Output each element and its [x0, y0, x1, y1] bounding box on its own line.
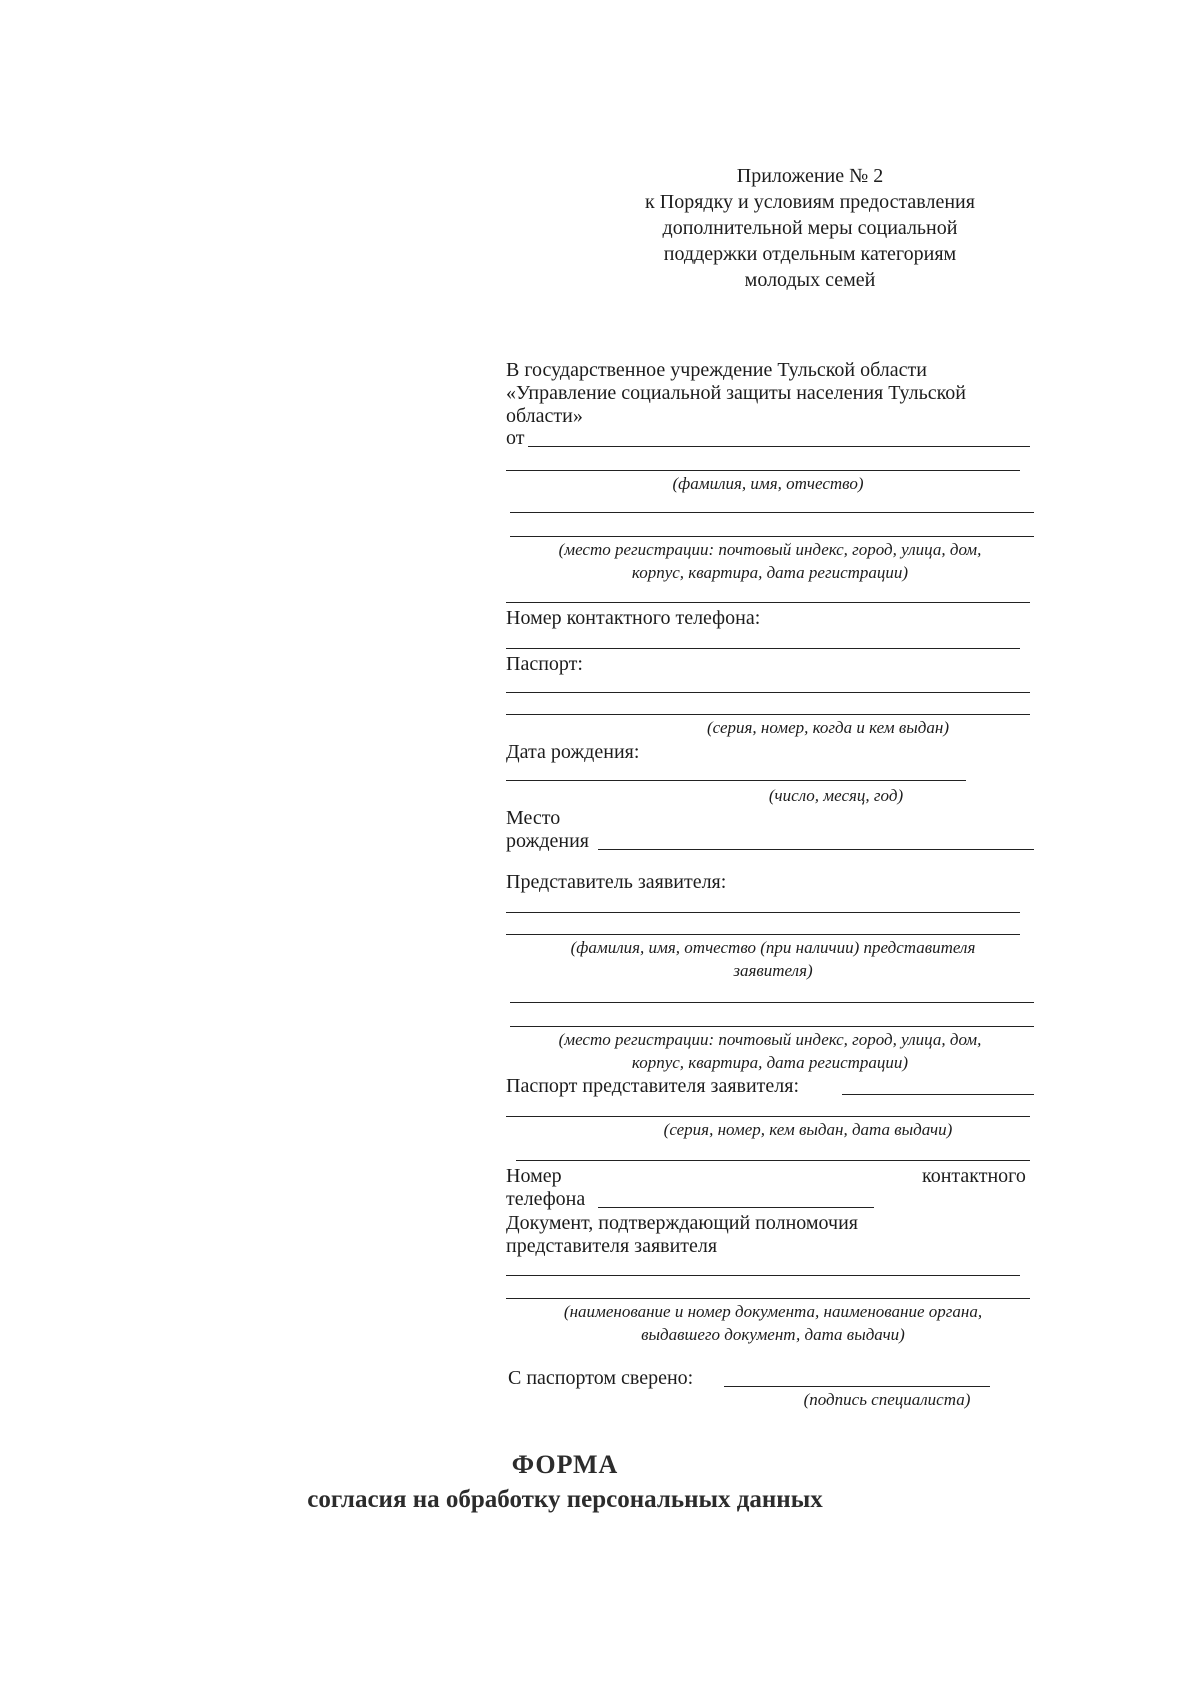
- phone-line[interactable]: [506, 648, 1020, 649]
- passport-line-1[interactable]: [506, 692, 1030, 693]
- birth-place-line[interactable]: [598, 849, 1034, 850]
- caption-registration: корпус, квартира, дата регистрации): [631, 563, 909, 582]
- addressee-line: «Управление социальной защиты населения Тульской: [506, 382, 966, 404]
- caption-representative-fio: заявителя): [733, 961, 813, 980]
- caption-representative-fio: (фамилия, имя, отчество (при наличии) представителя: [570, 938, 976, 957]
- caption-signature: (подпись специалиста): [803, 1390, 971, 1409]
- representative-label: Представитель заявителя:: [506, 871, 727, 893]
- addressee-line: области»: [506, 405, 583, 427]
- authority-document-label: представителя заявителя: [506, 1235, 718, 1257]
- registration-line-2[interactable]: [510, 536, 1034, 537]
- passport-label: Паспорт:: [506, 653, 583, 675]
- registration-line-3[interactable]: [506, 602, 1030, 603]
- appendix-line: поддержки отдельным категориям: [663, 243, 957, 265]
- representative-name-line-2[interactable]: [506, 934, 1020, 935]
- registration-line-1[interactable]: [510, 512, 1034, 513]
- representative-passport-line-3[interactable]: [516, 1160, 1030, 1161]
- appendix-header: [560, 163, 1060, 293]
- appendix-line: молодых семей: [744, 269, 876, 291]
- representative-passport-line-1[interactable]: [842, 1094, 1034, 1095]
- caption-authority-document: выдавшего документ, дата выдачи): [641, 1325, 905, 1344]
- caption-birth-date: (число, месяц, год): [768, 786, 904, 805]
- caption-fio: (фамилия, имя, отчество): [672, 474, 864, 493]
- applicant-name-line[interactable]: [528, 446, 1030, 447]
- caption-representative-registration: корпус, квартира, дата регистрации): [631, 1053, 909, 1072]
- caption-registration: (место регистрации: почтовый индекс, город, улица, дом,: [558, 540, 982, 559]
- passport-verified-label: С паспортом сверено:: [508, 1367, 694, 1389]
- representative-phone-label: телефона: [506, 1188, 586, 1210]
- form-title: ФОРМА: [511, 1450, 619, 1479]
- appendix-line: к Порядку и условиям предоставления: [645, 191, 975, 213]
- caption-representative-passport: (серия, номер, кем выдан, дата выдачи): [663, 1120, 953, 1139]
- authority-document-line-2[interactable]: [506, 1298, 1030, 1299]
- appendix-line: дополнительной меры социальной: [662, 217, 958, 239]
- birth-place-label: рождения: [506, 830, 589, 852]
- representative-registration-line-1[interactable]: [510, 1002, 1034, 1003]
- form-subtitle: согласия на обработку персональных данных: [307, 1486, 823, 1513]
- phone-label: Номер контактного телефона:: [506, 607, 761, 629]
- appendix-line: Приложение № 2: [736, 165, 884, 187]
- birth-date-label: Дата рождения:: [506, 741, 640, 763]
- representative-phone-label: Номер: [506, 1165, 562, 1187]
- representative-phone-label: контактного: [922, 1165, 1026, 1187]
- specialist-signature-line[interactable]: [724, 1386, 990, 1387]
- caption-passport: (серия, номер, когда и кем выдан): [707, 718, 949, 737]
- birth-place-label: Место: [506, 807, 561, 829]
- applicant-name-line-2[interactable]: [506, 470, 1020, 471]
- birth-date-line[interactable]: [506, 780, 966, 781]
- representative-phone-line[interactable]: [598, 1207, 874, 1208]
- authority-document-label: Документ, подтверждающий полномочия: [506, 1212, 858, 1234]
- representative-registration-line-2[interactable]: [510, 1026, 1034, 1027]
- passport-line-2[interactable]: [506, 714, 1030, 715]
- addressee-line: В государственное учреждение Тульской области: [506, 359, 927, 381]
- authority-document-line-1[interactable]: [506, 1275, 1020, 1276]
- caption-authority-document: (наименование и номер документа, наименование органа,: [563, 1302, 983, 1321]
- from-label: от: [506, 427, 525, 449]
- representative-passport-line-2[interactable]: [506, 1116, 1030, 1117]
- representative-passport-label: Паспорт представителя заявителя:: [506, 1075, 800, 1097]
- caption-representative-registration: (место регистрации: почтовый индекс, город, улица, дом,: [558, 1030, 982, 1049]
- representative-name-line-1[interactable]: [506, 912, 1020, 913]
